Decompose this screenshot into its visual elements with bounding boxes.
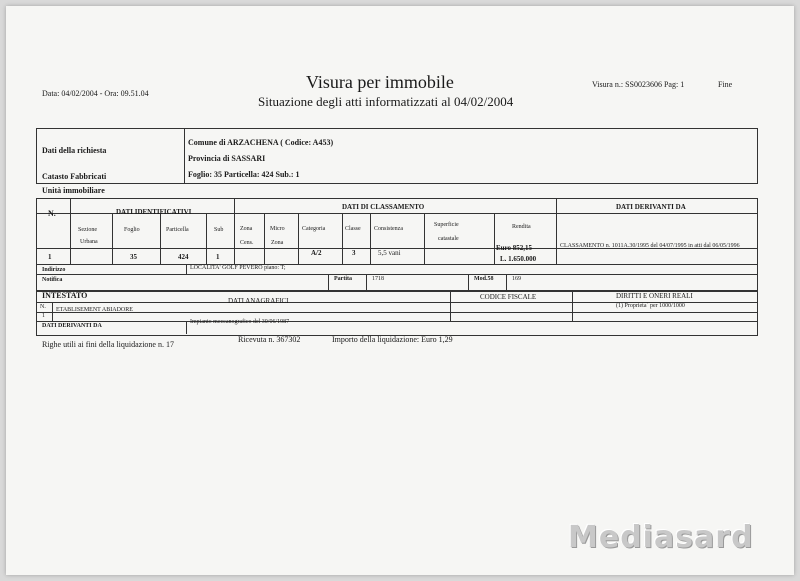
request-box <box>36 128 758 184</box>
row-n: 1 <box>48 253 52 261</box>
superficie-header: Superficie <box>434 222 459 228</box>
particella-header: Particella <box>166 227 189 233</box>
intestato-col-n: N. <box>40 304 46 310</box>
zona2-header: Zona <box>271 240 284 246</box>
micro-header: Micro <box>270 226 285 232</box>
mod-label: Mod.58 <box>474 276 494 282</box>
ricevuta-text: Ricevuta n. 367302 <box>238 335 301 344</box>
row-foglio: 35 <box>130 253 137 261</box>
intestato-row-diritti: (1) Proprieta` per 1000/1000 <box>616 303 685 309</box>
categoria-header: Categoria <box>302 226 326 232</box>
sub-header: Sub <box>214 227 224 233</box>
mediasard-watermark: Mediasard <box>568 520 754 555</box>
notifica-label: Notifica <box>42 277 63 283</box>
row-consistenza: 5,5 vani <box>378 249 401 257</box>
catastale-header: catastale <box>438 236 459 242</box>
row-particella: 424 <box>178 253 189 261</box>
importo-text: Importo della liquidazione: Euro 1,29 <box>332 335 453 344</box>
row-derivanti: CLASSAMENTO n. 1011A.30/1995 del 04/07/1995 in atti dal 06/05/1996 <box>560 243 740 249</box>
unita-section-title: Unità immobiliare <box>42 186 105 195</box>
foglio-header: Foglio <box>124 227 140 233</box>
date-line: Data: 04/02/2004 - Ora: 09.51.04 <box>42 89 149 98</box>
dati-anagrafici-header: DATI ANAGRAFICI <box>228 297 289 305</box>
row-classe: 3 <box>352 249 356 257</box>
rendita-header: Rendita <box>512 224 531 230</box>
row-categoria: A/2 <box>311 249 322 257</box>
page-subtitle: Situazione degli atti informatizzati al 04/02/2004 <box>258 94 514 109</box>
righe-text: Righe utili ai fini della liquidazione n. 17 <box>42 340 174 349</box>
row-sub: 1 <box>216 253 220 261</box>
document-page <box>6 6 794 575</box>
cens-header: Cens. <box>240 240 254 246</box>
classe-header: Classe <box>345 226 361 232</box>
row-rendita-euro: Euro 852,15 <box>496 244 533 252</box>
intestato-title: INTESTATO <box>42 291 88 300</box>
visura-number: Visura n.: SS0023606 Pag: 1 <box>592 80 685 89</box>
zona-header: Zona <box>240 226 253 232</box>
catasto-label: Catasto Fabbricati <box>42 172 107 181</box>
request-label: Dati della richiesta <box>42 146 107 155</box>
partita-value: 1718 <box>372 276 384 282</box>
intestato-row-n: 1 <box>42 313 45 319</box>
dati-identificativi-header: DATI IDENTIFICATIVI <box>116 208 192 216</box>
dati-classamento-header: DATI DI CLASSAMENTO <box>342 203 425 211</box>
page-title: Visura per immobile <box>306 72 454 92</box>
urbana-header: Urbana <box>80 239 98 245</box>
mod-value: 169 <box>512 276 521 282</box>
foglio-text: Foglio: 35 Particella: 424 Sub.: 1 <box>188 170 300 179</box>
dati-derivanti-header: DATI DERIVANTI DA <box>616 203 686 211</box>
partita-label: Partita <box>334 276 352 282</box>
diritti-header: DIRITTI E ONERI REALI <box>616 292 693 300</box>
provincia-text: Provincia di SASSARI <box>188 154 266 163</box>
indirizzo-label: Indirizzo <box>42 267 66 273</box>
row-rendita-lire: L. 1.650.000 <box>500 255 537 263</box>
indirizzo-value: LOCALITA' GOLF PEVERO piano: T; <box>190 265 286 271</box>
consistenza-header: Consistenza <box>374 226 403 232</box>
intestato-row-name: ETABLISEMENT ABIADORE <box>56 307 133 313</box>
sezione-header: Sezione <box>78 227 97 233</box>
derivanti-label: DATI DERIVANTI DA <box>42 323 102 329</box>
fine-label: Fine <box>718 80 733 89</box>
comune-text: Comune di ARZACHENA ( Codice: A453) <box>188 138 334 147</box>
col-n-header: N. <box>48 209 56 218</box>
codice-fiscale-header: CODICE FISCALE <box>480 293 537 301</box>
derivanti-value: Impianto meccanografico del 30/06/1987 <box>190 319 290 325</box>
